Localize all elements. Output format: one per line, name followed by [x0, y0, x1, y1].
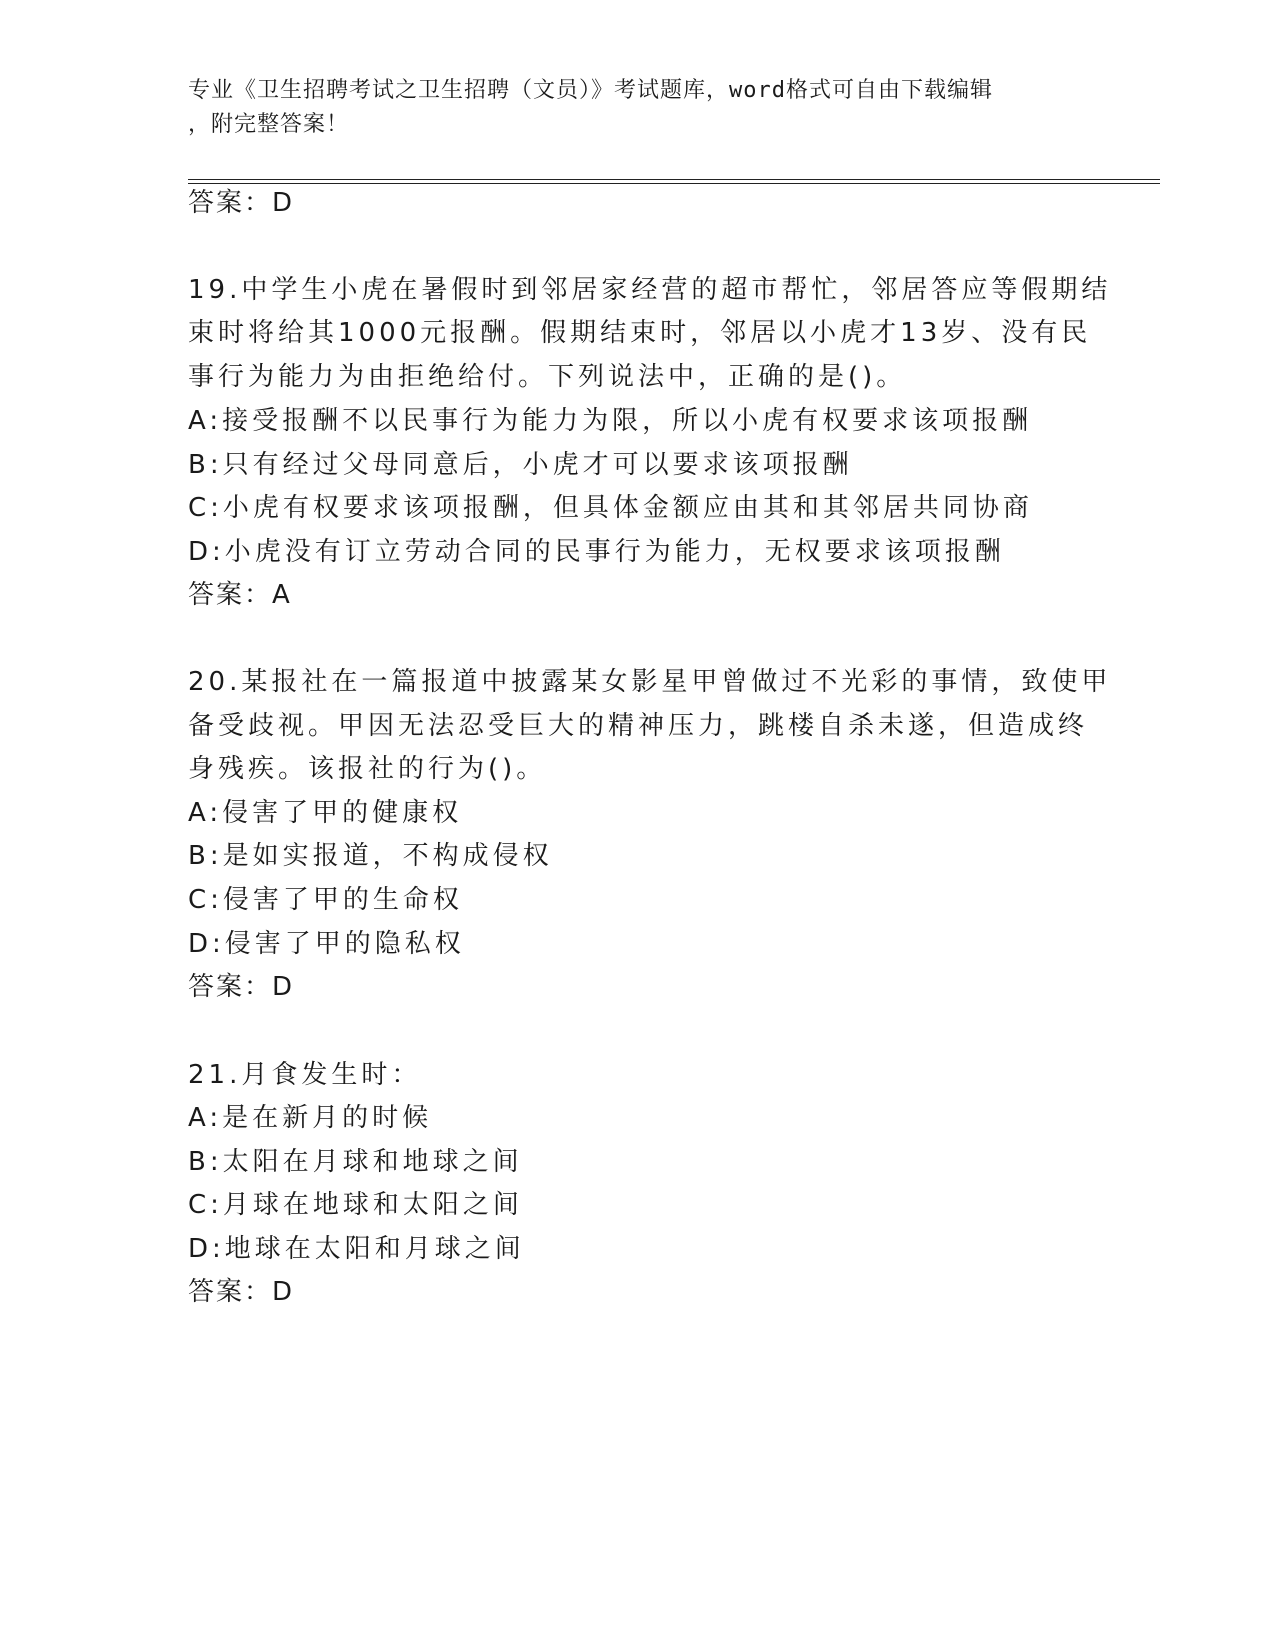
q20-option-c: C:侵害了甲的生命权: [188, 885, 463, 915]
header-rule-top: [188, 179, 1160, 180]
document-header: [188, 74, 1088, 142]
q21-answer: 答案：D: [188, 1277, 295, 1307]
q20-option-b: B:是如实报道，不构成侵权: [188, 841, 553, 871]
q19-option-d: D:小虎没有订立劳动合同的民事行为能力，无权要求该项报酬: [188, 537, 1005, 567]
q20-option-a: A:侵害了甲的健康权: [188, 798, 463, 828]
header-line-1: 专业《卫生招聘考试之卫生招聘（文员）》考试题库，word格式可自由下载编辑: [188, 78, 993, 103]
q19-option-a: A:接受报酬不以民事行为能力为限，所以小虎有权要求该项报酬: [188, 406, 1033, 436]
q20-answer: 答案：D: [188, 972, 295, 1002]
header-rule-bottom: [188, 183, 1160, 184]
q19-answer: 答案：A: [188, 580, 292, 610]
header-line-2: ，附完整答案！: [188, 112, 350, 137]
q19-option-c: C:小虎有权要求该项报酬，但具体金额应由其和其邻居共同协商: [188, 493, 1033, 523]
q19-stem-line-3: 事行为能力为由拒绝给付。下列说法中，正确的是()。: [188, 362, 907, 392]
q19-stem-line-2: 束时将给其1000元报酬。假期结束时，邻居以小虎才13岁、没有民: [188, 318, 1092, 348]
q20-stem-line-3: 身残疾。该报社的行为()。: [188, 754, 547, 784]
q20-option-d: D:侵害了甲的隐私权: [188, 929, 465, 959]
q21-option-b: B:太阳在月球和地球之间: [188, 1147, 523, 1177]
q21-option-c: C:月球在地球和太阳之间: [188, 1190, 523, 1220]
q19-stem-line-1: 19.中学生小虎在暑假时到邻居家经营的超市帮忙，邻居答应等假期结: [188, 275, 1112, 305]
q21-stem-line-1: 21.月食发生时：: [188, 1060, 422, 1090]
q20-stem-line-2: 备受歧视。甲因无法忍受巨大的精神压力，跳楼自杀未遂，但造成终: [188, 711, 1089, 741]
q21-option-d: D:地球在太阳和月球之间: [188, 1234, 525, 1264]
q21-option-a: A:是在新月的时候: [188, 1103, 433, 1133]
q20-stem-line-1: 20.某报社在一篇报道中披露某女影星甲曾做过不光彩的事情，致使甲: [188, 667, 1112, 697]
answer-previous: 答案：D: [188, 188, 295, 218]
q19-option-b: B:只有经过父母同意后，小虎才可以要求该项报酬: [188, 450, 853, 480]
